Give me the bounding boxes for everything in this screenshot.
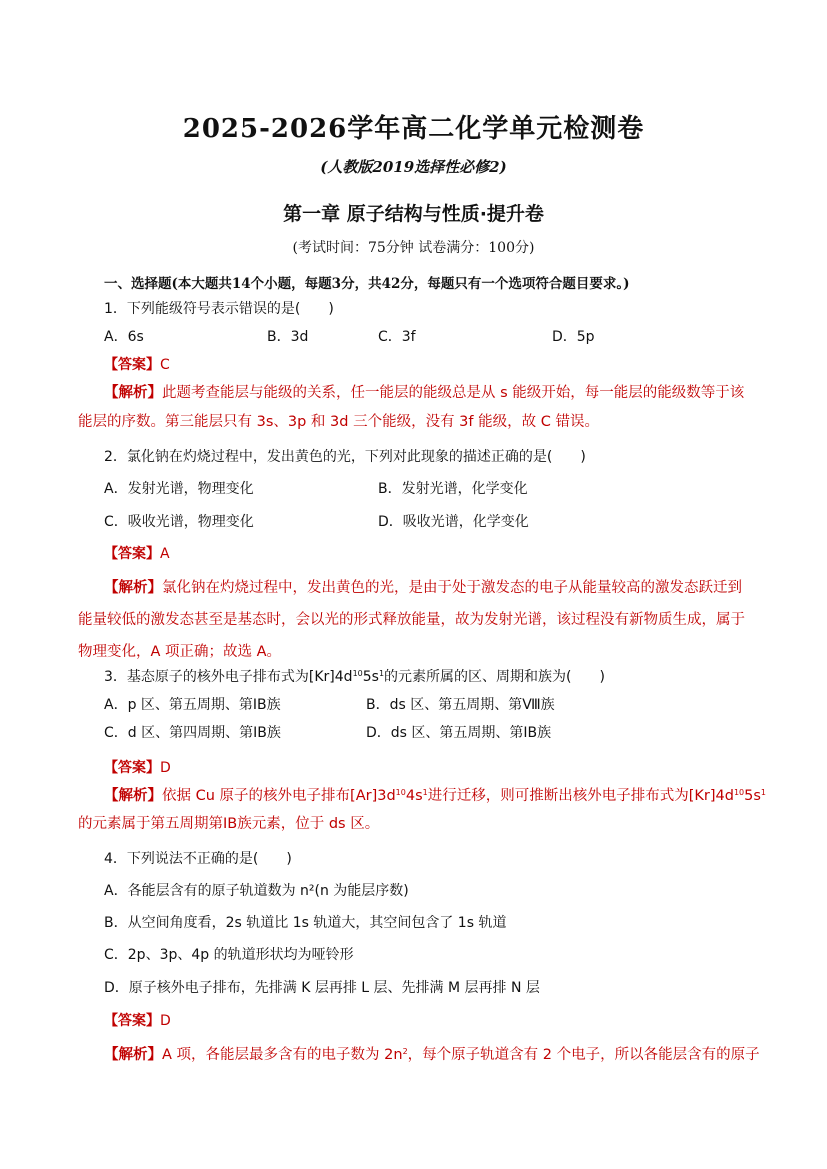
- question-3-analysis-line-2: 的元素属于第五周期第ⅠB族元素，位于 ds 区。: [78, 816, 380, 832]
- question-4-stem: 4．下列说法不正确的是( ): [104, 851, 292, 867]
- question-4-option-a: A．各能层含有的原子轨道数为 n²(n 为能层序数): [104, 883, 409, 899]
- answer-tag: 【答案】: [104, 760, 160, 776]
- question-2-answer: [104, 543, 170, 563]
- analysis-text: ，每个原子轨道含有 2 个电子，所以各能层含有的原子: [407, 1047, 760, 1063]
- analysis-text: 进行迁移，则可推断出核外电子排布式为[Kr]4d: [427, 788, 734, 804]
- answer-value: D: [160, 1013, 171, 1029]
- stem-text: 5s: [362, 669, 379, 685]
- question-1-analysis-line-1: [104, 381, 744, 402]
- question-2-analysis-line-2: 能量较低的激发态甚至是基态时，会以光的形式释放能量，故为发射光谱，该过程没有新物质生成，属于: [78, 612, 745, 628]
- analysis-tag: 【解析】: [104, 580, 162, 596]
- analysis-text: 此题考查能层与能级的关系，任一能层的能级总是从 s 能级开始，每一能层的能级数等于该: [162, 385, 745, 401]
- section-heading: 一、选择题(本大题共14个小题，每题3分，共42分，每题只有一个选项符合题目要求。): [104, 276, 630, 292]
- chapter-title: 第一章 原子结构与性质·提升卷: [283, 203, 544, 225]
- answer-value: A: [160, 546, 170, 562]
- answer-value: C: [160, 357, 170, 373]
- question-1-analysis-line-2: 能层的序数。第三能层只有 3s、3p 和 3d 三个能级，没有 3f 能级，故 C 错误。: [78, 414, 599, 430]
- question-4-option-c: C．2p、3p、4p 的轨道形状均为哑铃形: [104, 947, 354, 963]
- answer-tag: 【答案】: [104, 1013, 160, 1029]
- answer-tag: 【答案】: [104, 546, 160, 562]
- question-1-option-c: C．3f: [378, 329, 416, 345]
- page-subtitle: (人教版2019选择性必修2): [320, 158, 507, 176]
- question-1-stem: 1．下列能级符号表示错误的是( ): [104, 301, 334, 317]
- question-1-option-b: B．3d: [267, 329, 309, 345]
- question-2-analysis-line-1: [104, 576, 742, 597]
- superscript: 1: [422, 788, 428, 797]
- question-4-option-d: D．原子核外电子排布，先排满 K 层再排 L 层、先排满 M 层再排 N 层: [104, 980, 540, 996]
- superscript: 1: [760, 788, 766, 797]
- analysis-text: A 项，各能层最多含有的电子数为 2n: [162, 1047, 403, 1063]
- analysis-text: 依据 Cu 原子的核外电子排布[Ar]3d: [162, 788, 396, 804]
- page-title: 2025-2026学年高二化学单元检测卷: [182, 114, 645, 144]
- answer-tag: 【答案】: [104, 357, 160, 373]
- question-1-option-a: A．6s: [104, 329, 144, 345]
- question-2-option-c: C．吸收光谱，物理变化: [104, 514, 254, 530]
- question-4-answer: [104, 1010, 171, 1030]
- superscript: 10: [395, 788, 406, 797]
- question-1-answer: [104, 354, 170, 374]
- analysis-text: 氯化钠在灼烧过程中，发出黄色的光，是由于处于激发态的电子从能量较高的激发态跃迁到: [162, 580, 742, 596]
- question-3-option-a: A．p 区、第五周期、第ⅠB族: [104, 697, 281, 713]
- question-3-analysis-line-1: [104, 784, 766, 805]
- analysis-tag: 【解析】: [104, 385, 162, 401]
- question-3-option-d: D．ds 区、第五周期、第ⅠB族: [366, 725, 552, 741]
- stem-text: 的元素所属的区、周期和族为( ): [384, 669, 605, 685]
- superscript: 2: [402, 1047, 408, 1056]
- question-2-option-b: B．发射光谱，化学变化: [378, 481, 528, 497]
- superscript: 10: [352, 669, 363, 678]
- question-3-stem: [104, 666, 605, 686]
- analysis-tag: 【解析】: [104, 1047, 162, 1063]
- question-2-option-d: D．吸收光谱，化学变化: [378, 514, 529, 530]
- stem-text: 3．基态原子的核外电子排布式为[Kr]4d: [104, 669, 353, 685]
- question-4-option-b: B．从空间角度看，2s 轨道比 1s 轨道大，其空间包含了 1s 轨道: [104, 915, 507, 931]
- question-2-analysis-line-3: 物理变化，A 项正确；故选 A。: [78, 644, 282, 660]
- question-3-option-c: C．d 区、第四周期、第ⅠB族: [104, 725, 281, 741]
- question-3-answer: [104, 757, 171, 777]
- exam-info: (考试时间：75分钟 试卷满分：100分): [292, 240, 535, 256]
- question-3-option-b: B．ds 区、第五周期、第Ⅷ族: [366, 697, 555, 713]
- superscript: 10: [733, 788, 745, 797]
- analysis-text: 5s: [744, 788, 761, 804]
- question-1-option-d: D．5p: [552, 329, 595, 345]
- answer-value: D: [160, 760, 171, 776]
- analysis-tag: 【解析】: [104, 788, 162, 804]
- superscript: 1: [378, 669, 385, 678]
- question-2-stem: 2．氯化钠在灼烧过程中，发出黄色的光，下列对此现象的描述正确的是( ): [104, 449, 586, 465]
- question-4-analysis-line-1: [104, 1043, 760, 1064]
- analysis-text: 4s: [405, 788, 423, 804]
- question-2-option-a: A．发射光谱，物理变化: [104, 481, 254, 497]
